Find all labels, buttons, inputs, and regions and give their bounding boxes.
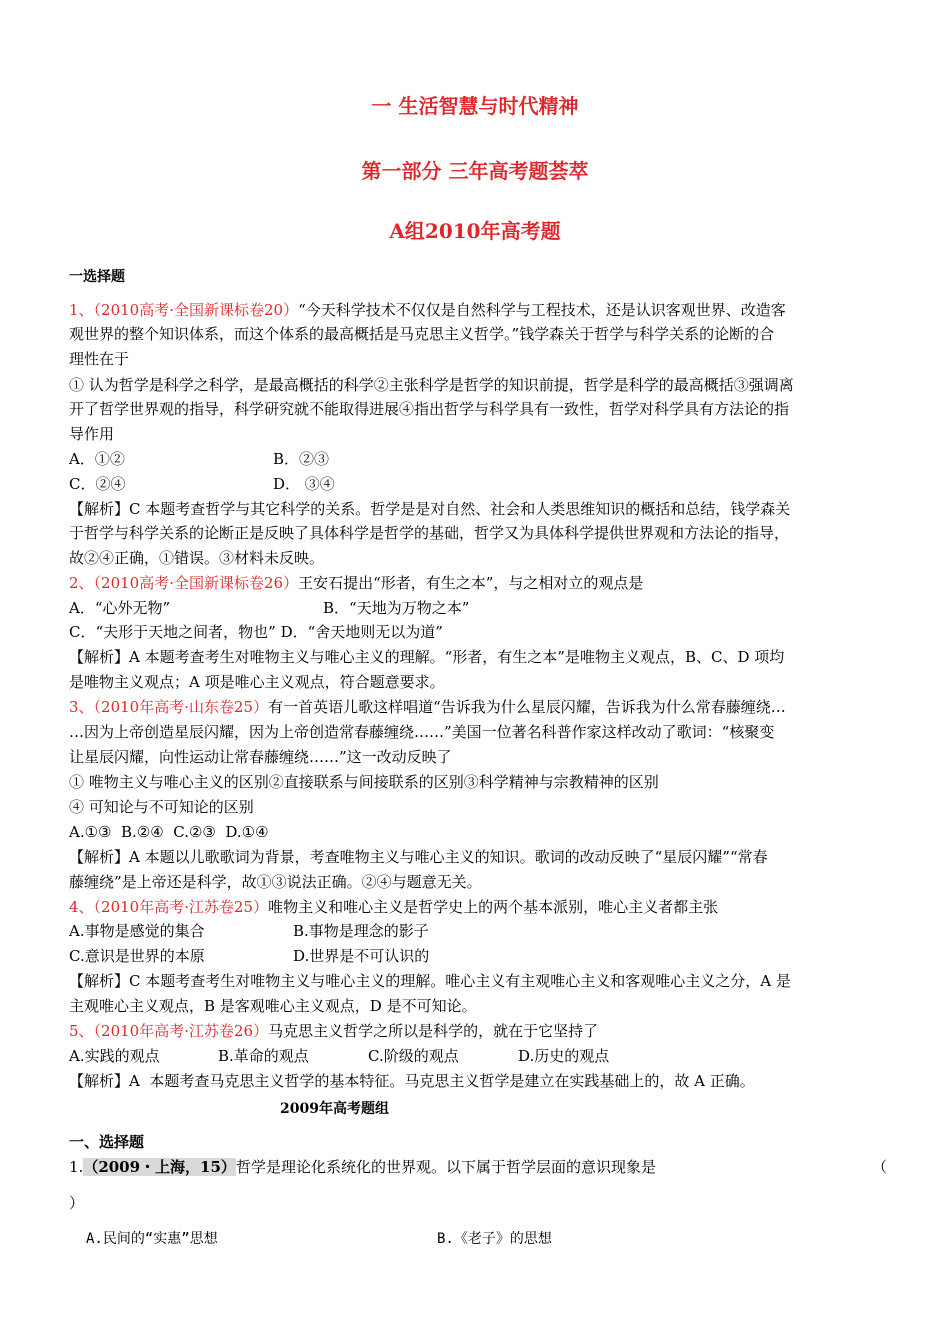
q2-analysis-2: 是唯物主义观点；A 项是唯心主义观点，符合题意要求。	[69, 673, 445, 691]
q2-number: 2、	[69, 574, 94, 592]
q5-source: （2010年高考·江苏卷26）	[93, 1022, 269, 1040]
q1-text-3: 理性在于	[69, 350, 130, 368]
q4-number: 4、	[69, 898, 94, 916]
q5-option-d: D.历史的观点	[518, 1047, 610, 1065]
q3-text: 有一首英语儿歌这样唱道“告诉我为什么星辰闪耀，告诉我为什么常春藤缠绕…	[268, 698, 786, 716]
q3-line	[69, 697, 786, 717]
q2-options-cd: C．“夫形于天地之间者，物也” D．“舍天地则无以为道”	[69, 623, 443, 641]
q3-analysis-2: 藤缠绕”是上帝还是科学，故①③说法正确。②④与题意无关。	[69, 873, 482, 891]
q4-option-b: B.事物是理念的影子	[293, 922, 429, 940]
q1-statement-1: ① 认为哲学是科学之科学，是最高概括的科学②主张科学是哲学的知识前提，哲学是科学的最高概括③强调离	[69, 376, 794, 394]
q1-option-b: B．②③	[273, 450, 330, 468]
q4-text: 唯物主义和唯心主义是哲学史上的两个基本派别，唯心主义者都主张	[268, 898, 719, 916]
q3-analysis-1: 【解析】A 本题以儿歌歌词为背景，考查唯物主义与唯心主义的知识。歌词的改动反映了“星辰闪耀”“常春	[69, 848, 768, 866]
q2-text: 王安石提出“形者，有生之本”，与之相对立的观点是	[298, 574, 644, 592]
q3-text-2: …因为上帝创造星辰闪耀，因为上帝创造常春藤缠绕……”美国一位著名科普作家这样改动了歌词：“核聚变	[69, 723, 775, 741]
q6-paren-close: ）	[69, 1194, 85, 1212]
q1-line	[69, 300, 786, 320]
section-heading: 一选择题	[69, 269, 125, 285]
q1-statement-3: 导作用	[69, 425, 115, 443]
q1-option-c: C．②④	[69, 475, 126, 493]
q2-source: （2010高考·全国新课标卷26）	[93, 574, 299, 592]
q3-statement-2: ④ 可知论与不可知论的区别	[69, 798, 254, 816]
q1-number: 1、	[69, 301, 94, 319]
q5-option-a: A.实践的观点	[69, 1047, 160, 1065]
q3-options: A.①③ B.②④ C.②③ D.①④	[69, 823, 269, 841]
q1-analysis-2: 于哲学与科学关系的论断正是反映了具体科学是哲学的基础，哲学又为具体科学提供世界观和方法论的指导，	[69, 524, 790, 542]
q6-paren-open: （	[872, 1158, 888, 1176]
q6-line	[69, 1157, 656, 1177]
q6-option-a: A.民间的“实惠”思想	[86, 1231, 218, 1247]
q4-option-c: C.意识是世界的本原	[69, 947, 205, 965]
q4-line	[69, 897, 718, 917]
q6-number: 1.	[69, 1158, 84, 1176]
q5-analysis: 【解析】A 本题考查马克思主义哲学的基本特征。马克思主义哲学是建立在实践基础上的，故 A 正确。	[69, 1072, 755, 1090]
q4-option-d: D.世界是不可认识的	[293, 947, 430, 965]
q2-option-a: A．“心外无物”	[69, 599, 171, 617]
q3-statement-1: ① 唯物主义与唯心主义的区别②直接联系与间接联系的区别③科学精神与宗教精神的区别	[69, 773, 659, 791]
q4-analysis-1: 【解析】C 本题考查考生对唯物主义与唯心主义的理解。唯心主义有主观唯心主义和客观唯心主义之分，A 是	[69, 972, 791, 990]
chapter-title: 一 生活智慧与时代精神	[371, 94, 579, 118]
q5-option-c: C.阶级的观点	[368, 1047, 459, 1065]
q6-text: 哲学是理论化系统化的世界观。以下属于哲学层面的意识现象是	[235, 1158, 656, 1176]
q1-text: “今天科学技术不仅仅是自然科学与工程技术，还是认识客观世界、改造客	[298, 301, 786, 319]
section-heading-2: 一、选择题	[69, 1133, 145, 1151]
q1-text-2: 观世界的整个知识体系，而这个体系的最高概括是马克思主义哲学。”钱学森关于哲学与科学关系的论断的合	[69, 325, 775, 343]
q4-analysis-2: 主观唯心主义观点，B 是客观唯心主义观点，D 是不可知论。	[69, 997, 477, 1015]
q1-analysis-3: 故②④正确，①错误。③材料未反映。	[69, 549, 325, 567]
group-2009-heading: 2009年高考题组	[280, 1101, 389, 1117]
group-title: A组2010年高考题	[389, 219, 561, 243]
q1-source: （2010高考·全国新课标卷20）	[93, 301, 299, 319]
q3-number: 3、	[69, 698, 94, 716]
q2-analysis-1: 【解析】A 本题考查考生对唯物主义与唯心主义的理解。“形者，有生之本”是唯物主义观点，B、C、D 项均	[69, 648, 785, 666]
q3-text-3: 让星辰闪耀，向性运动让常春藤缠绕……”这一改动反映了	[69, 748, 452, 766]
q1-analysis-1: 【解析】C 本题考查哲学与其它科学的关系。哲学是是对自然、社会和人类思维知识的概括和总结，钱学森关	[69, 500, 791, 518]
q4-option-a: A.事物是感觉的集合	[69, 922, 205, 940]
q1-option-a: A．①②	[69, 450, 125, 468]
q1-statement-2: 开了哲学世界观的指导，科学研究就不能取得进展④指出哲学与科学具有一致性，哲学对科学具有方法论的指	[69, 400, 790, 418]
q2-line	[69, 573, 643, 593]
q6-source: （2009・上海，15）	[83, 1158, 236, 1176]
q1-option-d: D． ③④	[273, 475, 335, 493]
q5-line	[69, 1021, 598, 1041]
q5-number: 5、	[69, 1022, 94, 1040]
q5-text: 马克思主义哲学之所以是科学的，就在于它坚持了	[268, 1022, 599, 1040]
part-title: 第一部分 三年高考题荟萃	[361, 159, 589, 183]
q6-option-b: B.《老子》的思想	[437, 1231, 552, 1247]
q4-source: （2010年高考·江苏卷25）	[93, 898, 269, 916]
q5-option-b: B.革命的观点	[218, 1047, 309, 1065]
q2-option-b: B．“天地为万物之本”	[323, 599, 470, 617]
q3-source: （2010年高考·山东卷25）	[93, 698, 269, 716]
